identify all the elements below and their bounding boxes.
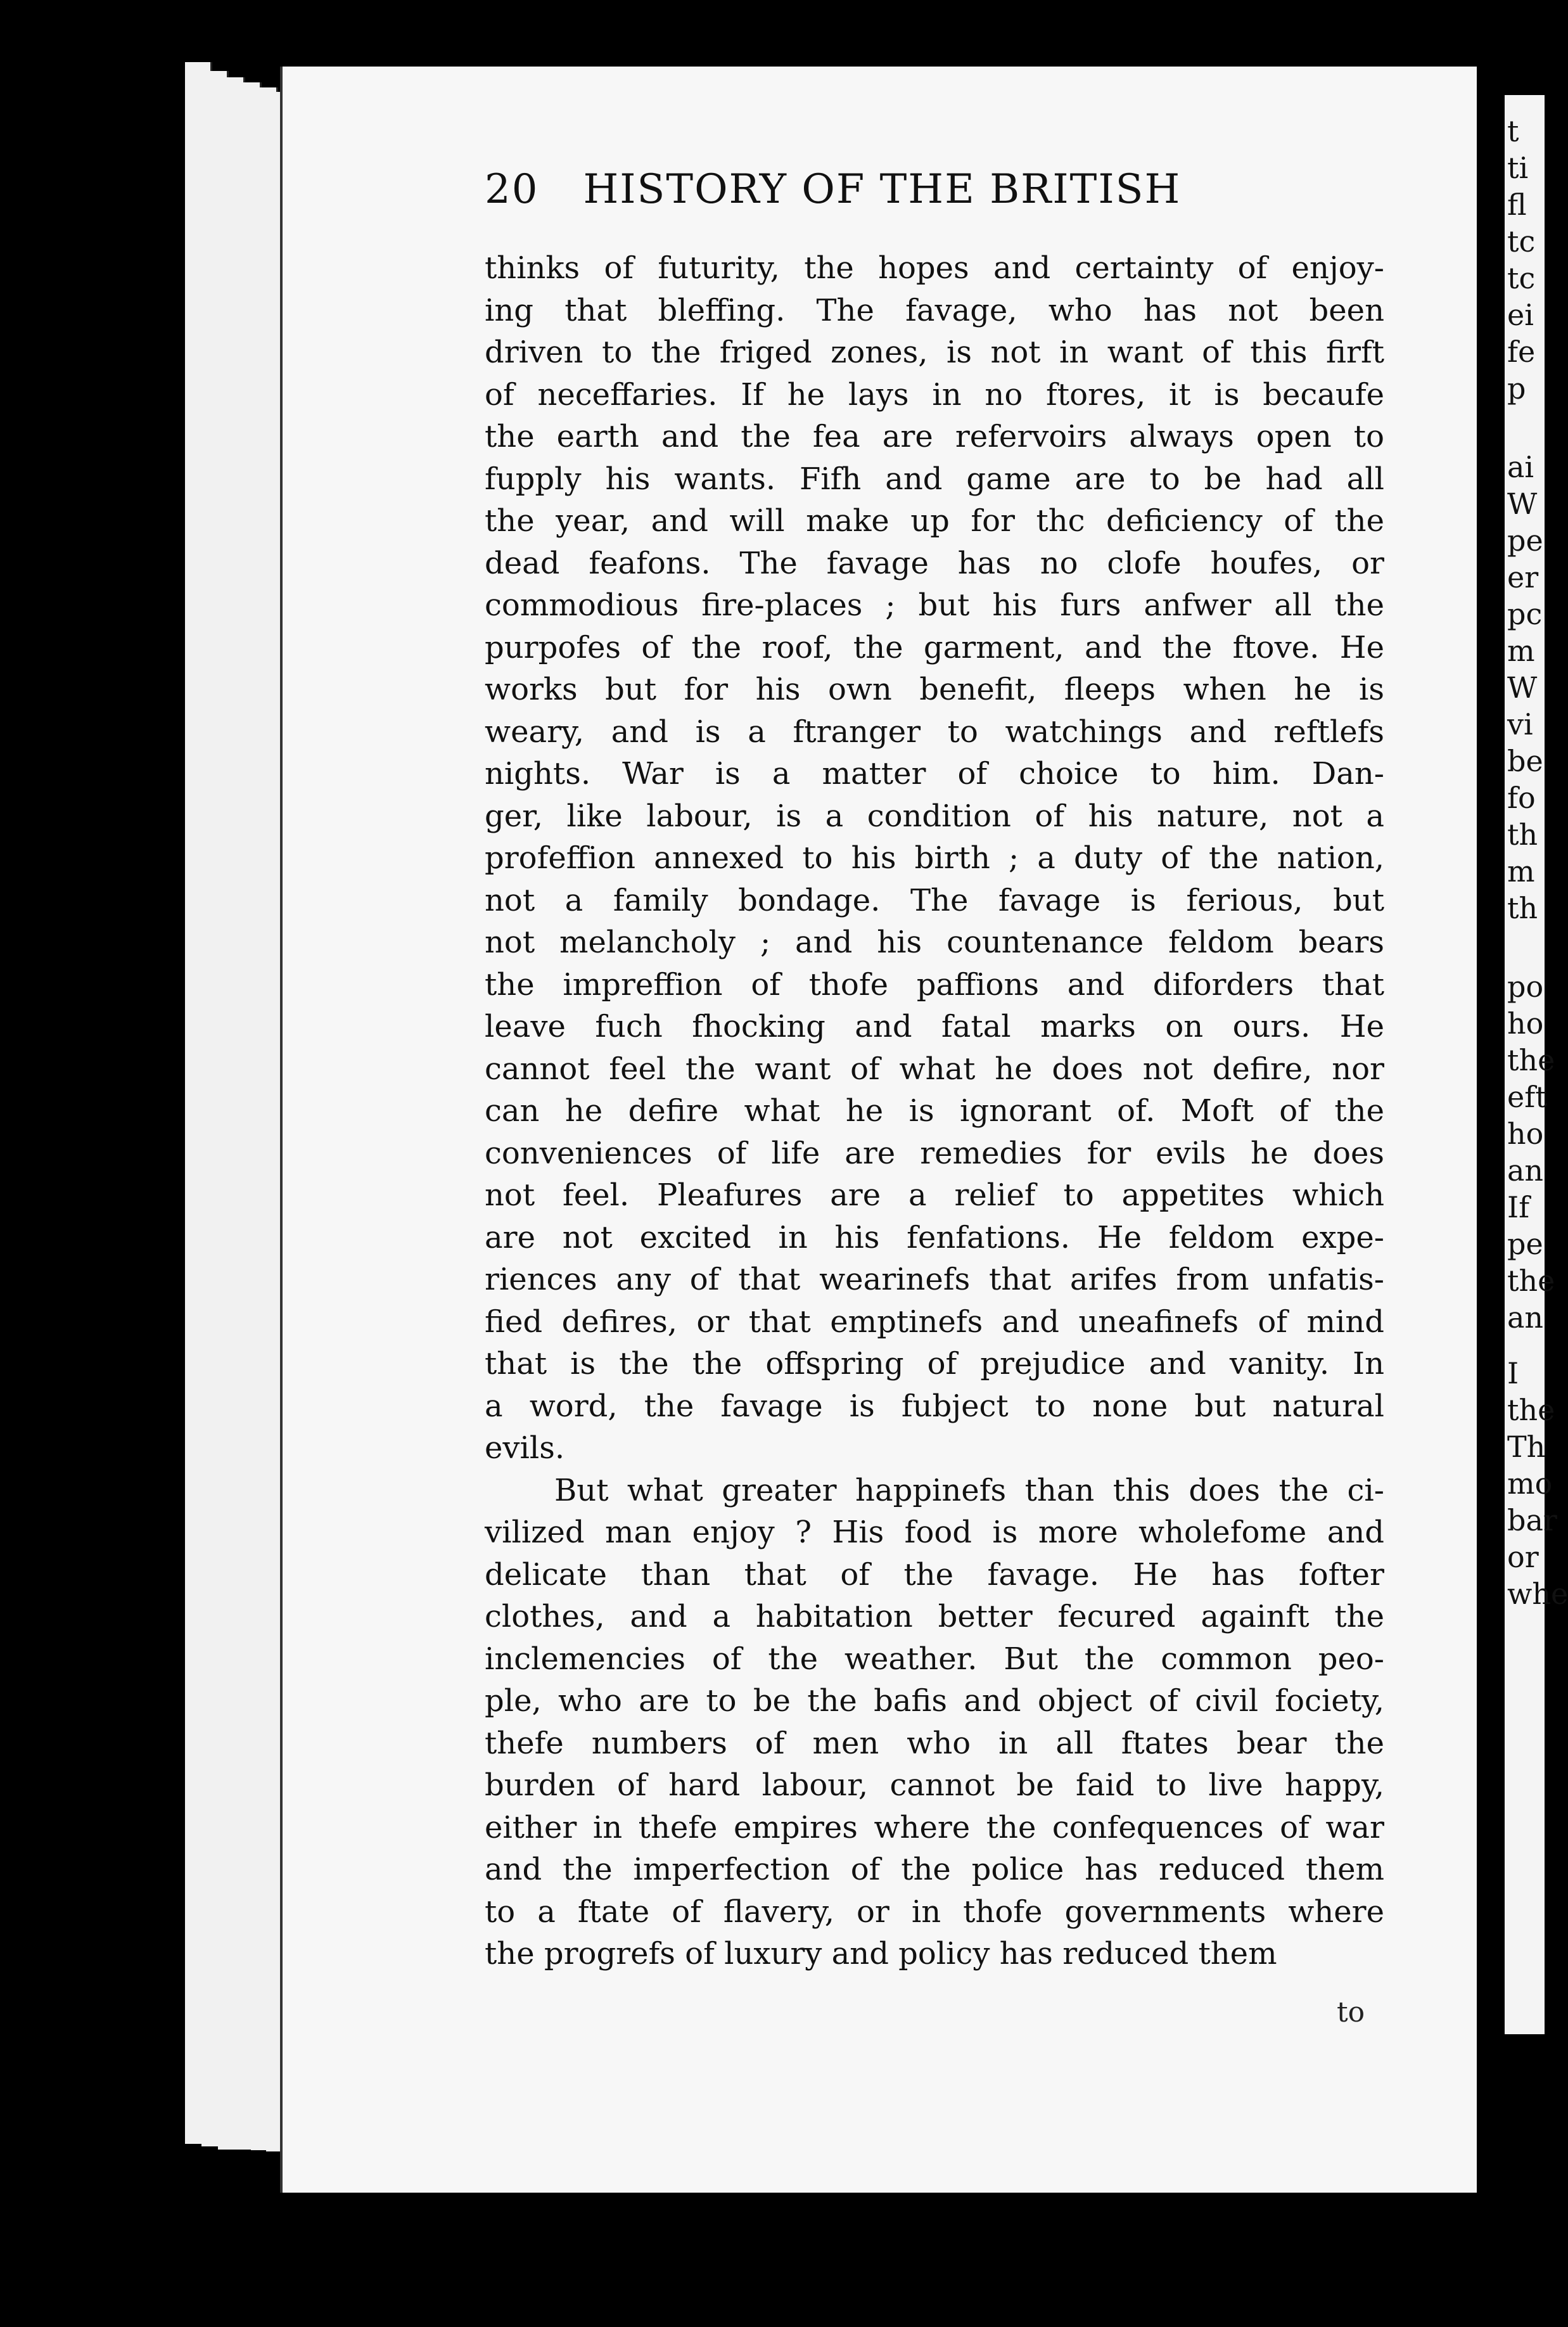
facing-text-fragment: th — [1507, 817, 1538, 852]
text-line: fied defires, or that emptinefs and uneafinefs of mind — [485, 1304, 1384, 1340]
text-line: nights. War is a matter of choice to him. Dan- — [485, 756, 1384, 792]
text-line: cannot feel the want of what he does not defire, nor — [485, 1051, 1384, 1087]
facing-text-fragment: an — [1507, 1153, 1544, 1188]
facing-text-fragment: pe — [1507, 523, 1543, 558]
text-line: the year, and will make up for thc deficiency of the — [485, 503, 1384, 539]
facing-text-fragment: fl — [1507, 188, 1527, 222]
facing-text-fragment: tc — [1507, 224, 1536, 259]
text-line: the earth and the fea are refervoirs always open to — [485, 419, 1384, 454]
text-line: are not excited in his fenfations. He feldom expe- — [485, 1219, 1384, 1255]
facing-text-fragment: m — [1507, 854, 1535, 888]
text-line: thefe numbers of men who in all ftates bear the — [485, 1725, 1384, 1761]
text-line: not a family bondage. The favage is ferious, but — [485, 882, 1384, 918]
text-line: not melancholy ; and his countenance feldom bears — [485, 925, 1384, 960]
text-line: the impreffion of thofe paffions and diforders that — [485, 966, 1384, 1003]
text-line: weary, and is a ftranger to watchings and reftlefs — [485, 714, 1384, 750]
facing-text-fragment: I — [1507, 1356, 1519, 1390]
text-line: purpofes of the roof, the garment, and the ftove. He — [485, 629, 1384, 665]
facing-text-fragment: vi — [1507, 707, 1533, 741]
facing-text-fragment: W — [1507, 487, 1538, 521]
facing-text-fragment: Th — [1507, 1430, 1546, 1464]
text-line: inclemencies of the weather. But the common peo- — [485, 1641, 1384, 1677]
text-line: either in thefe empires where the confequences of war — [485, 1809, 1384, 1845]
text-line: not feel. Pleafures are a relief to appetites which — [485, 1177, 1384, 1213]
text-line: can he defire what he is ignorant of. Moft of the — [485, 1093, 1384, 1129]
text-line: vilized man enjoy ? His food is more wholefome and — [485, 1515, 1384, 1550]
facing-text-fragment: ei — [1507, 298, 1534, 332]
text-line: ple, who are to be the bafis and object of civil fociety, — [485, 1683, 1384, 1719]
facing-text-fragment: po — [1507, 970, 1544, 1004]
text-line: delicate than that of the favage. He has fofter — [485, 1556, 1384, 1593]
text-line: fupply his wants. Fifh and game are to be had all — [485, 461, 1384, 497]
text-line: of neceffaries. If he lays in no ftores, it is becaufe — [485, 376, 1384, 413]
page-body-text — [485, 247, 1384, 1975]
text-line: driven to the friged zones, is not in want of this firft — [485, 335, 1384, 370]
facing-text-fragment: pc — [1507, 597, 1543, 631]
text-line: that is the the offspring of prejudice and vanity. In — [485, 1346, 1384, 1381]
facing-text-fragment: ho — [1507, 1117, 1544, 1151]
running-header — [485, 166, 1181, 213]
page-number: 20 — [485, 166, 539, 213]
text-line: But what greater happinefs than this does the ci- — [554, 1472, 1384, 1508]
text-line: commodious fire-places ; but his furs anfwer all the — [485, 587, 1384, 623]
text-line: the progrefs of luxury and policy has reduced them — [485, 1936, 1277, 1971]
facing-text-fragment: er — [1507, 560, 1539, 594]
facing-text-fragment: mo — [1507, 1466, 1553, 1501]
text-line: dead feafons. The favage has no clofe houfes, or — [485, 545, 1384, 581]
facing-text-fragment: ho — [1507, 1006, 1544, 1041]
facing-text-fragment: bar — [1507, 1503, 1557, 1537]
facing-text-fragment: If — [1507, 1190, 1530, 1224]
facing-text-fragment: pe — [1507, 1227, 1543, 1261]
facing-text-fragment: an — [1507, 1300, 1544, 1335]
facing-text-fragment: p — [1507, 371, 1526, 406]
text-line: to a ftate of flavery, or in thofe governments where — [485, 1894, 1384, 1930]
text-line: and the imperfection of the police has reduced them — [485, 1852, 1384, 1887]
facing-text-fragment: m — [1507, 634, 1535, 668]
facing-text-fragment: th — [1507, 891, 1538, 925]
facing-text-fragment: eft — [1507, 1080, 1547, 1114]
text-line: conveniences of life are remedies for evils he does — [485, 1135, 1384, 1171]
text-line: burden of hard labour, cannot be faid to live happy, — [485, 1767, 1384, 1803]
facing-text-fragment: the — [1507, 1393, 1555, 1427]
text-line: profeffion annexed to his birth ; a duty of the nation, — [485, 840, 1384, 876]
facing-text-fragment: ti — [1507, 151, 1529, 185]
running-title: HISTORY OF THE BRITISH — [583, 166, 1182, 213]
facing-text-fragment: whe — [1507, 1577, 1568, 1611]
text-line: clothes, and a habitation better fecured againft the — [485, 1599, 1384, 1634]
facing-text-fragment: fe — [1507, 335, 1536, 369]
text-line: a word, the favage is fubject to none but natural — [485, 1388, 1384, 1424]
facing-text-fragment: be — [1507, 744, 1543, 778]
facing-text-fragment: t — [1507, 114, 1519, 148]
facing-text-fragment: W — [1507, 670, 1538, 705]
facing-text-fragment: ai — [1507, 450, 1534, 484]
facing-text-fragment: fo — [1507, 781, 1536, 815]
catchword: to — [1337, 1996, 1365, 2029]
text-line: ing that bleffing. The favage, who has not been — [485, 292, 1384, 328]
facing-text-fragment: the — [1507, 1043, 1555, 1077]
facing-text-fragment: or — [1507, 1540, 1539, 1574]
facing-text-fragment: tc — [1507, 261, 1536, 295]
text-line: evils. — [485, 1430, 565, 1466]
text-line: thinks of futurity, the hopes and certainty of enjoy- — [485, 250, 1384, 286]
text-line: riences any of that wearinefs that arifes from unfatis- — [485, 1262, 1384, 1297]
facing-text-fragment: the — [1507, 1264, 1555, 1298]
text-line: works but for his own benefit, fleeps when he is — [485, 672, 1384, 707]
text-line: leave fuch fhocking and fatal marks on ours. He — [485, 1009, 1384, 1044]
facing-page-fragment — [1505, 95, 1568, 2034]
text-line: ger, like labour, is a condition of his nature, not a — [485, 798, 1384, 834]
